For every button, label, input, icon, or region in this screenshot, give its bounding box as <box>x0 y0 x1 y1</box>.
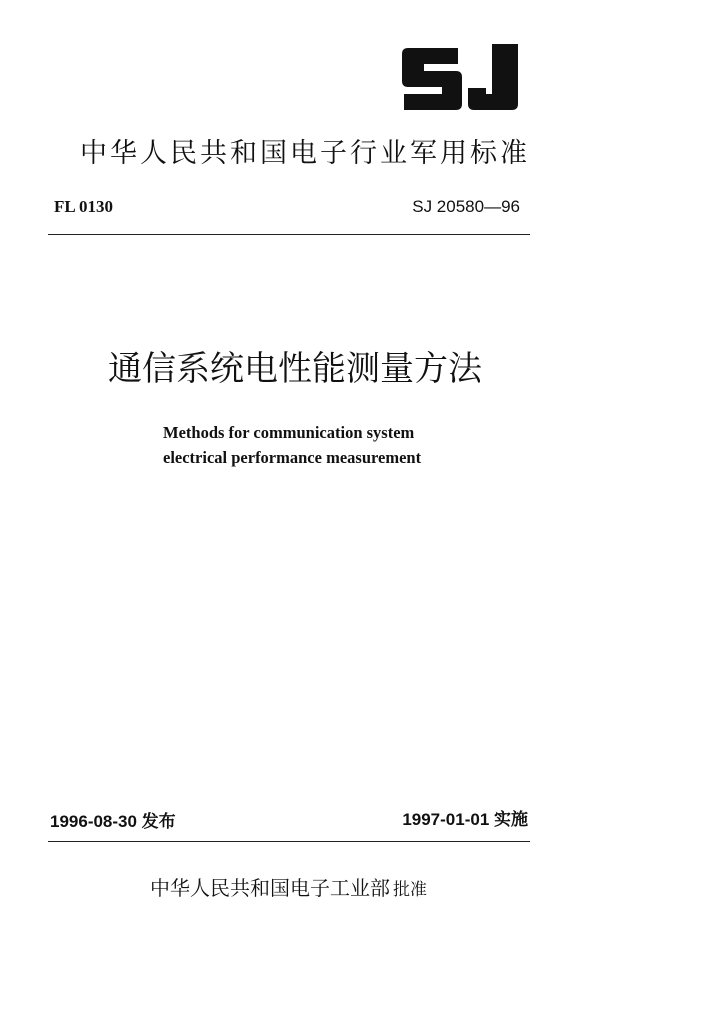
document-title-english <box>163 420 421 470</box>
issue-date: 1996-08-30 发布 <box>50 812 176 831</box>
approval-label: 批准 <box>393 880 427 900</box>
standard-number: SJ 20580—96 <box>412 197 520 216</box>
english-title-line-2: electrical performance measurement <box>163 448 422 467</box>
english-title-line-1: Methods for communication system <box>163 423 415 442</box>
sj-logo <box>396 44 522 112</box>
header-divider <box>48 234 530 235</box>
logo-letter-j <box>468 44 518 110</box>
standard-category-title: 中华人民共和国电子行业军用标准 <box>80 138 530 169</box>
logo-letter-s <box>402 48 462 110</box>
effective-date: 1997-01-01 实施 <box>402 810 528 829</box>
approving-authority: 中华人民共和国电子工业部 <box>150 876 390 900</box>
classification-code: FL 0130 <box>54 197 114 216</box>
footer-divider <box>48 841 530 842</box>
document-title-chinese: 通信系统电性能测量方法 <box>108 349 482 389</box>
